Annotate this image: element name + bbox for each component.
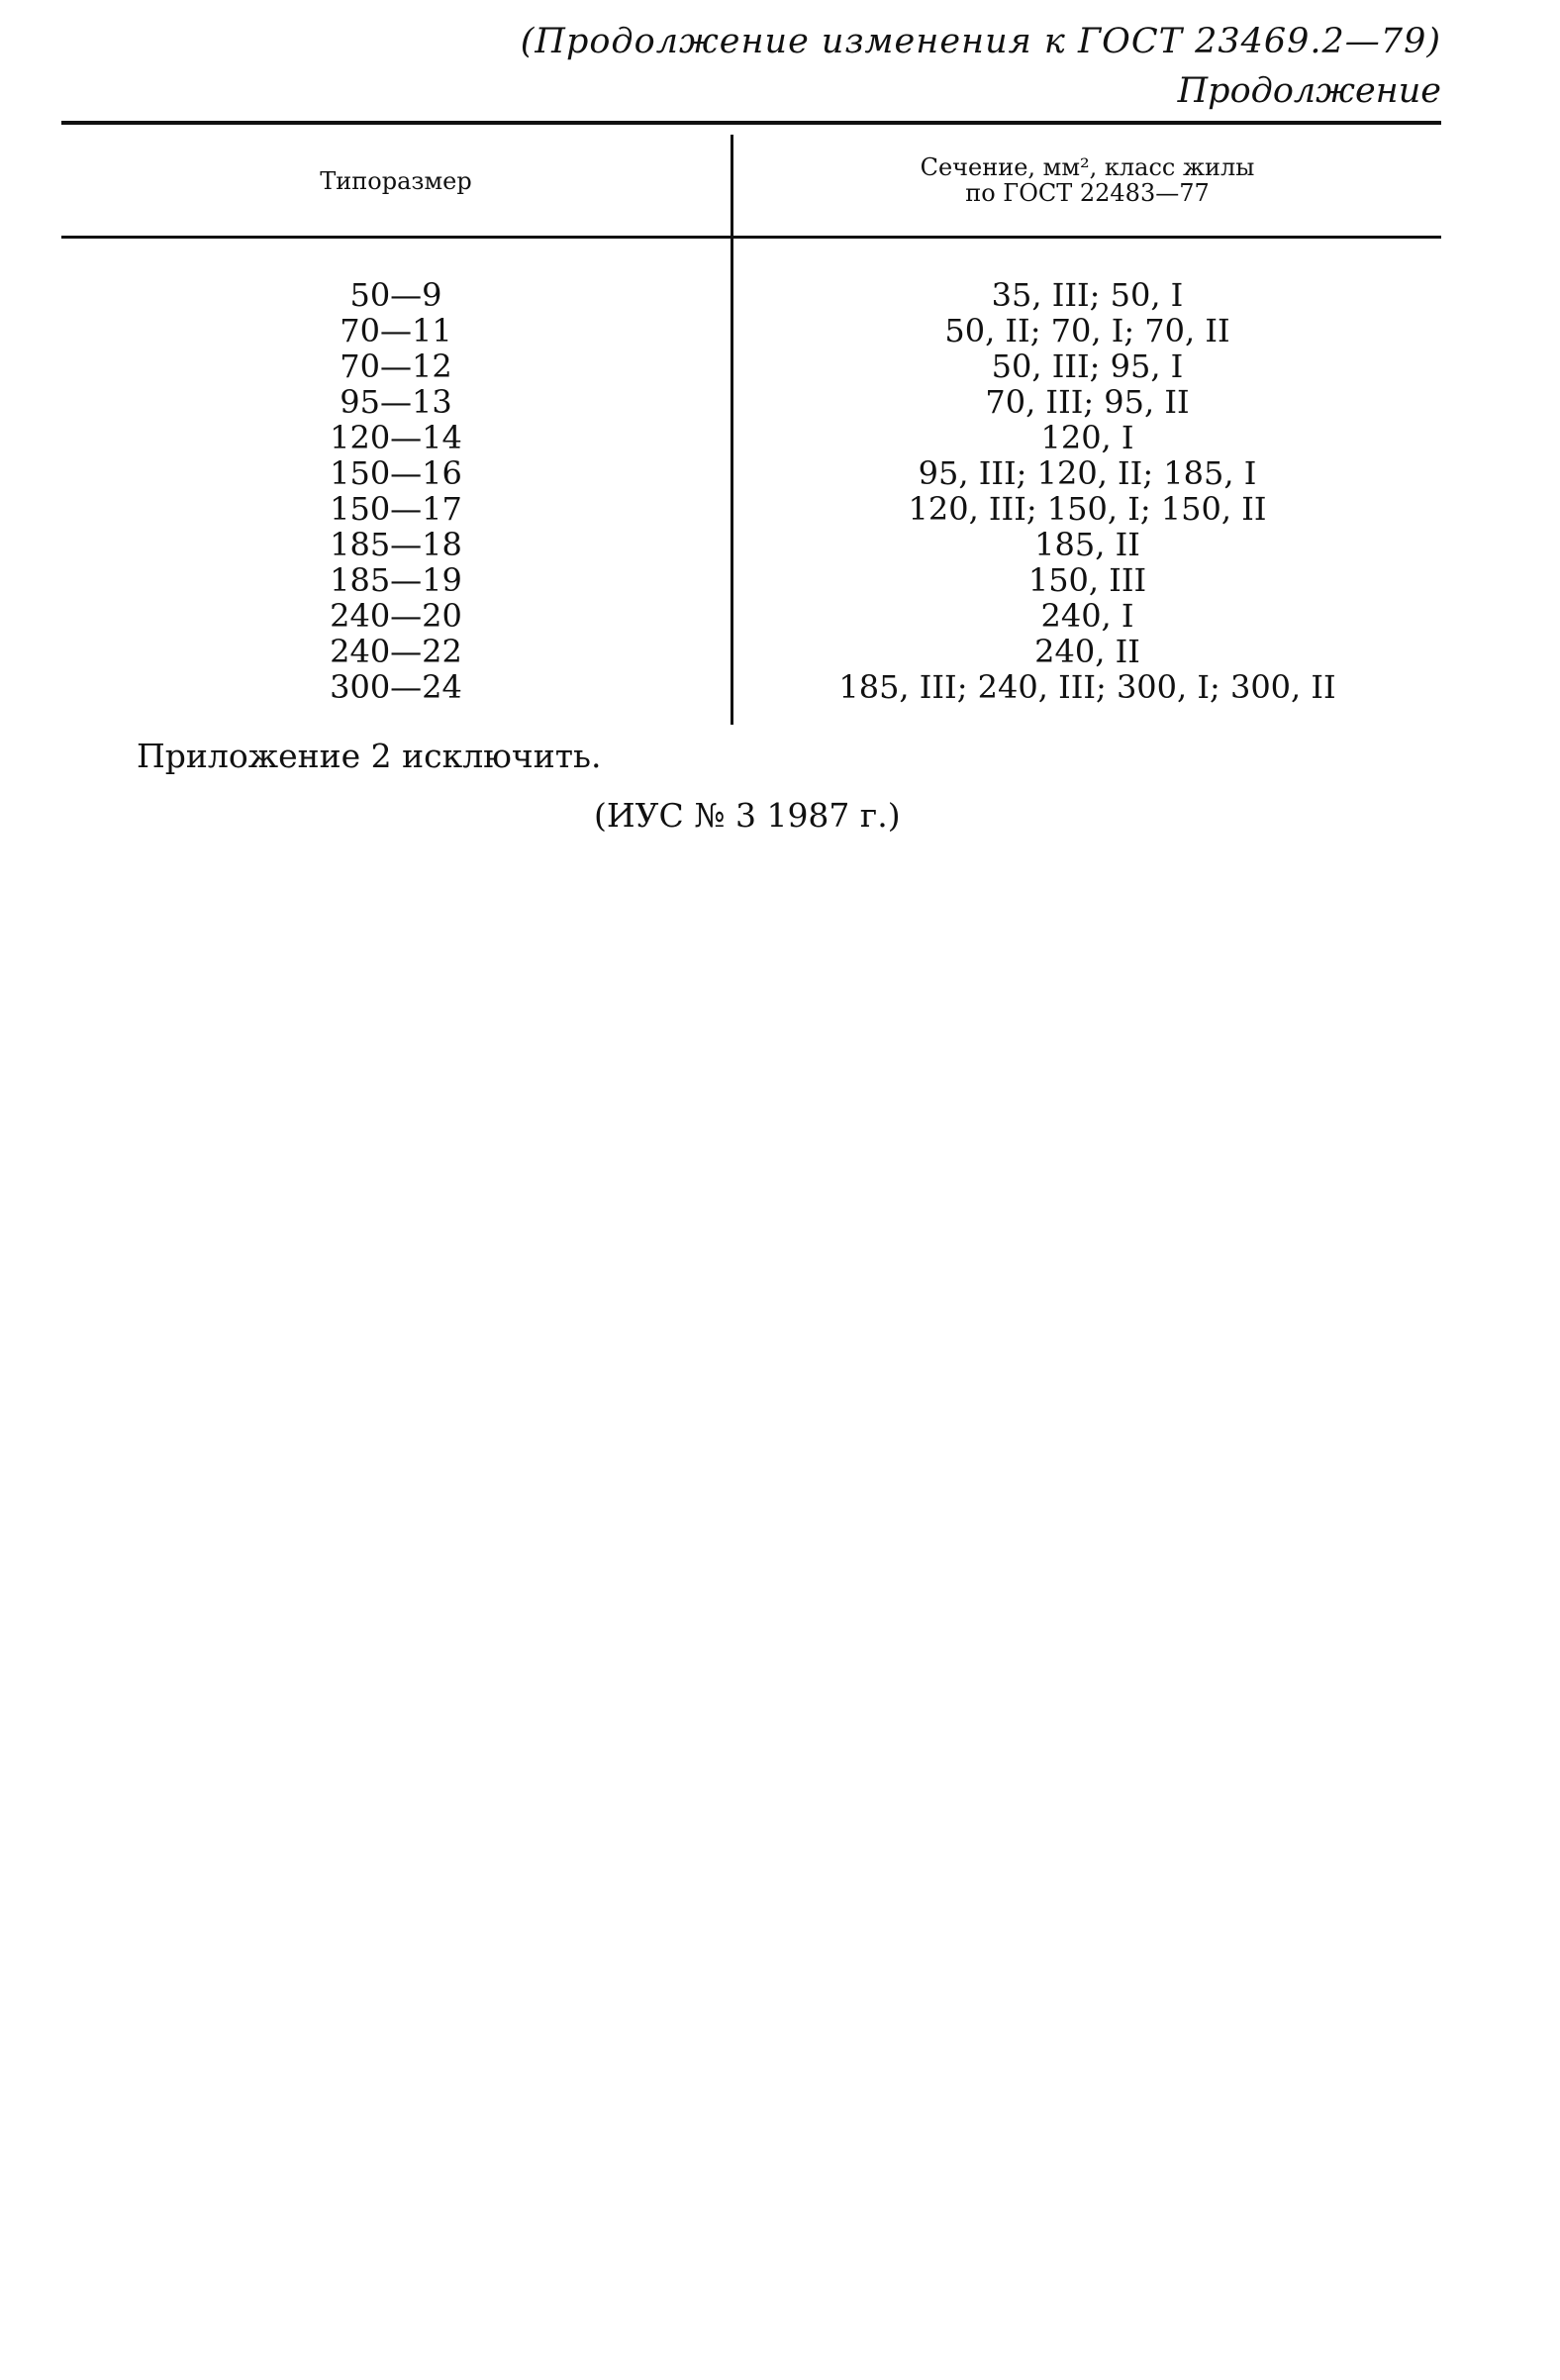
table-cell-size: 70—11: [340, 312, 452, 349]
table-cell-size: 50—9: [349, 276, 442, 314]
table-cell-size: 150—16: [330, 454, 462, 492]
table-cell-size: 185—18: [330, 526, 462, 563]
table-header-rule: [61, 236, 1441, 239]
table-cell-size: 240—22: [330, 633, 462, 670]
table-cell-section: 35, III; 50, I: [991, 276, 1184, 314]
table-cell-size: 120—14: [330, 419, 462, 456]
section-column: [733, 277, 1441, 705]
table-cell-section: 50, II; 70, I; 70, II: [944, 312, 1230, 349]
table-top-rule: [61, 121, 1441, 125]
column-header-section-line2: по ГОСТ 22483—77: [965, 179, 1210, 207]
table-cell-section: 120, III; 150, I; 150, II: [908, 490, 1267, 528]
table-cell-size: 150—17: [330, 490, 462, 528]
table-cell-section: 240, II: [1034, 633, 1140, 670]
table-cell-size: 70—12: [340, 347, 452, 385]
column-header-section-line1: Сечение, мм², класс жилы: [920, 153, 1255, 181]
table-cell-section: 185, III; 240, III; 300, I; 300, II: [838, 668, 1336, 706]
appendix-note: Приложение 2 исключить.: [137, 737, 602, 775]
table-cell-section: 50, III; 95, I: [991, 347, 1184, 385]
table-cell-size: 95—13: [340, 383, 452, 421]
ius-reference: (ИУС № 3 1987 г.): [594, 796, 901, 835]
column-header-size: Типоразмер: [320, 167, 472, 195]
column-header-section: [733, 154, 1441, 206]
table-cell-section: 70, III; 95, II: [985, 383, 1190, 421]
running-title: (Продолжение изменения к ГОСТ 23469.2—79): [520, 22, 1441, 61]
table-cell-section: 185, II: [1034, 526, 1140, 563]
table-cell-section: 150, III: [1027, 561, 1147, 599]
table-cell-size: 185—19: [330, 561, 462, 599]
table-cell-section: 120, I: [1040, 419, 1134, 456]
table-cell-section: 240, I: [1040, 597, 1134, 635]
table-cell-size: 300—24: [330, 668, 462, 706]
table-cell-size: 240—20: [330, 597, 462, 635]
size-column: [61, 277, 731, 705]
table-cell-section: 95, III; 120, II; 185, I: [918, 454, 1257, 492]
continuation-label: Продолжение: [1177, 71, 1441, 111]
